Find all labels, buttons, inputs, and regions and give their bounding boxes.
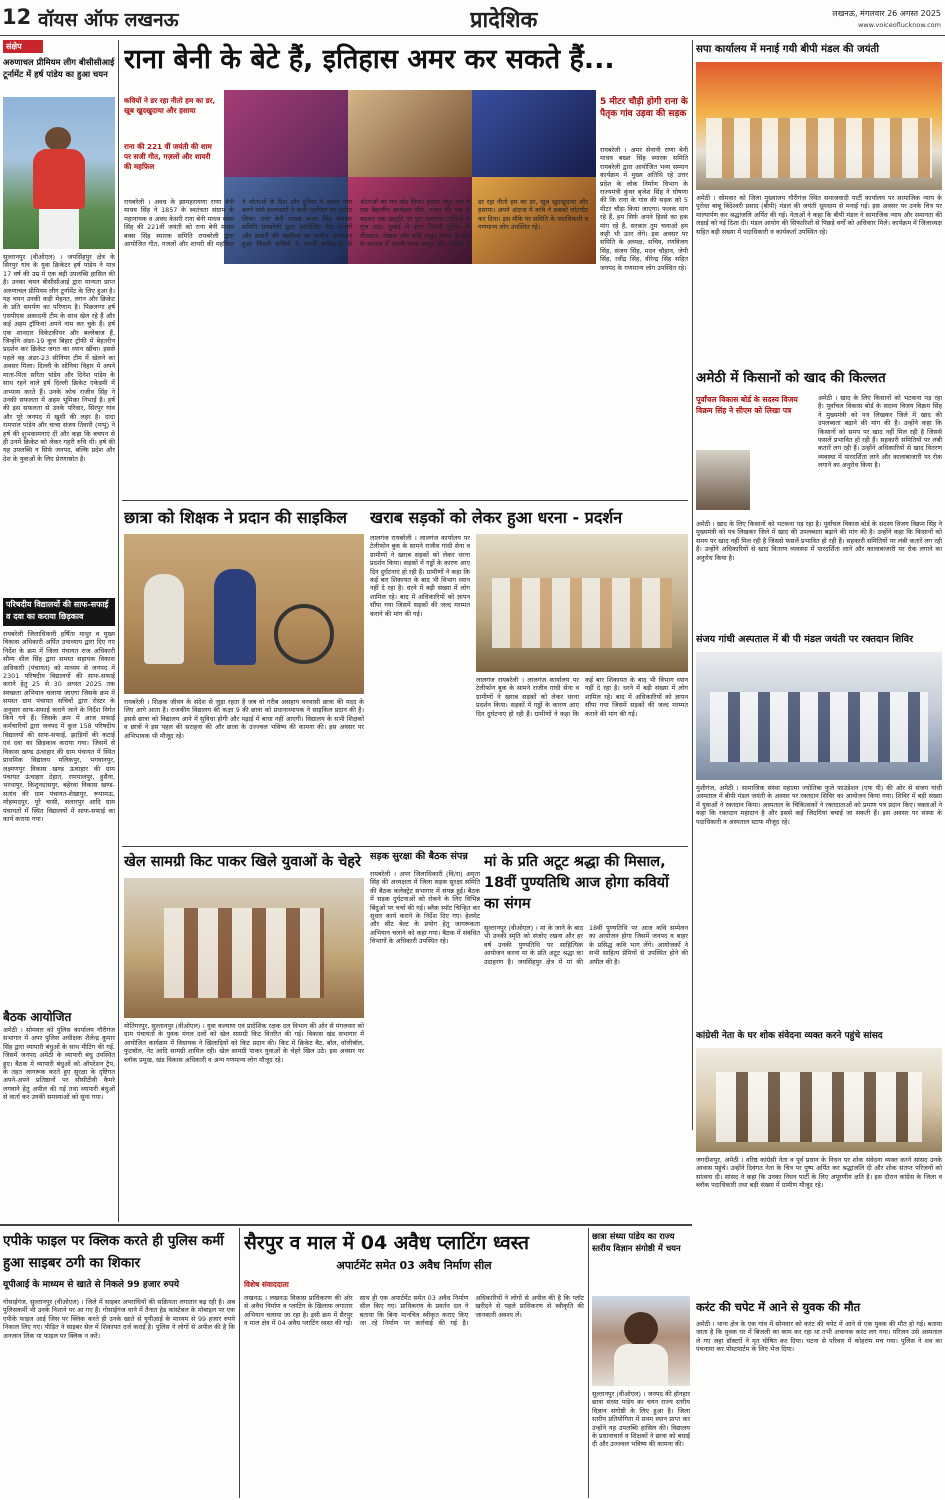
center-top-rule <box>122 500 688 501</box>
dharna-body: लालगंज रायबरेली । लालगंज कार्यालय पर टेलीफोन बुक के सामने राजीव गांधी सेना व ग्रामीणों ने खराब सड़कों को लेकर धरना प्रदर्शन किया। सड़कों में गड्ढों के कारण आए दिन दुर्घटनाएं हो रही हैं। ग्रामीणों ने कहा कि कई बार शिकायत के बाद भी विभाग ध्यान नहीं दे रहा है। धरने में बड़ी संख्या में लोग शामिल रहे। बाद में अधिकारियों को ज्ञापन सौंपा गया जिसमें सड़कों की जल्द मरम्मत कराने की मांग की गई। <box>370 534 470 618</box>
khad-body-cont <box>696 520 942 630</box>
dharna-headline: खराब सड़कों को लेकर हुआ धरना - प्रदर्शन <box>370 508 623 527</box>
rana-bullets <box>124 96 220 194</box>
khel-body: मोतिगरपुर, सुल्तानपुर (वीओएल) । युवा कल्याण एवं प्रादेशिक रक्षक दल विभाग की ओर से मंगलवार को ग्राम पंचायतों के युवक मंगल दलों को खेल सामग्री किट वितरित की गई। विकास खंड सभागार में आयोजित कार्यक्रम में विधायक ने खिलाड़ियों को किट प्रदान की। किट में क्रिकेट बैट, बॉल, वॉलीबॉल, फुटबॉल, नेट आदि सामग्री शामिल रही। खेल सामग्री पाकर युवाओं के चेहरे खिल उठे। इस अवसर पर ब्लॉक प्रमुख, खंड विकास अधिकारी व अन्य गणमान्य लोग मौजूद रहे। <box>124 1022 364 1064</box>
dharna-body-cont <box>476 676 688 842</box>
cyber-subhead: यूपीआई के माध्यम से खाते से निकले 99 हजार रुपये <box>3 1280 180 1290</box>
khel-headline: खेल सामग्री किट पाकर खिले युवाओं के चेहरे <box>124 854 361 870</box>
sanjay-body: मुंशीगंज, अमेठी । सामाजिक संस्था महात्मा ज्योतिबा फुले फाउंडेशन (एफ पी) की ओर से संजय गांधी अस्पताल में बीपी मंडल जयंती के अवसर पर रक्तदान शिविर का आयोजन किया गया। शिविर में बड़ी संख्या में युवाओं ने रक्तदान किया। अस्पताल के चिकित्सकों ने रक्तदाताओं को प्रमाण पत्र प्रदान किए। वक्ताओं ने कहा कि रक्तदान महादान है और इससे कई जिंदगियां बचाई जा सकती हैं। इस अवसर पर संस्था के पदाधिकारी व अस्पताल स्टाफ मौजूद रहे। <box>696 784 942 826</box>
bottom-rule-1 <box>239 1228 240 1498</box>
maa-headline: मां के प्रति अटूट श्रद्धा की मिसाल, 18वीं पुण्यतिथि आज होगा कवियों का संगम <box>484 854 669 912</box>
sanjay-headline: संजय गांधी अस्पताल में बी पी मंडल जयंती पर रक्तदान शिविर <box>696 634 914 645</box>
left-col-rule <box>118 40 119 1222</box>
karant-body: अमेठी । थाना क्षेत्र के एक गांव में सोमवार को करंट की चपेट में आने से एक युवक की मौत हो गई। बताया जाता है कि युवक घर में बिजली का काम कर रहा था तभी अचानक करंट लग गया। परिजन उसे अस्पताल ले गए जहां डॉक्टरों ने मृत घोषित कर दिया। घटना से परिवार में कोहराम मच गया। पुलिस ने शव का पंचनामा कर पोस्टमार्टम के लिए भेज दिया। <box>696 1320 942 1354</box>
rana-side-headline: 5 मीटर चौड़ी होगी राना के पैतृक गांव उड़वा की सड़क <box>600 97 688 119</box>
plotting-subhead: अपार्टमेंट समेत 03 अवैध निर्माण सील <box>336 1259 492 1272</box>
section-title: प्रादेशिक <box>470 8 538 32</box>
khad-subhead: पूर्वांचल विकास बोर्ड के सदस्य विजय विक्रम सिंह ने सीएम को लिखा पत्र <box>696 395 798 415</box>
cycle-photo <box>124 534 364 694</box>
sadak-headline: सड़क सुरक्षा की बैठक संपन्न <box>370 851 468 862</box>
sandhya-body: सुल्तानपुर (वीओएल) । जनपद की होनहार छात्रा संध्या पांडेय का चयन राज्य स्तरीय विज्ञान संगोष्ठी के लिए हुआ है। जिला स्तरीय प्रतियोगिता में प्रथम स्थान प्राप्त कर उन्होंने यह उपलब्धि हासिल की। विद्यालय के प्रधानाचार्य व शिक्षकों ने छात्रा को बधाई दी और उज्ज्वल भविष्य की कामना की। <box>592 1390 690 1449</box>
masthead <box>0 0 945 36</box>
khel-photo <box>124 878 364 1018</box>
cycle-body: रायबरेली । शिक्षक जीवन के संदेश से जुड़ा रहता है जब वो गरीब असहाय वनवासी छात्रा की मदद के लिए आगे आता है। राजकीय विद्यालय की कक्षा 9 की छात्रा को प्रधानाध्यापक ने साइकिल प्रदान की है। इससे छात्रा को विद्यालय आने में सुविधा होगी और पढ़ाई में बाधा नहीं आएगी। विद्यालय के सभी शिक्षकों व छात्रों ने इस पहल की सराहना की और छात्रा के उज्ज्वल भविष्य की कामना की। इस अवसर पर अभिभावक भी मौजूद रहे। <box>124 698 364 740</box>
plotting-headline: सैरपुर व माल में 04 अवैध प्लाटिंग ध्वस्त <box>244 1232 529 1254</box>
khad-headline: अमेठी में किसानों को खाद की किल्लत <box>696 370 886 386</box>
sandhya-headline: छात्रा संध्या पांडेय का राज्य स्तरीय विज्ञान संगोष्ठी में चयन <box>592 1231 681 1253</box>
sandhya-photo <box>592 1296 690 1386</box>
plotting-body: लखनऊ । लखनऊ विकास प्राधिकरण की ओर से अवैध निर्माण व प्लाटिंग के खिलाफ लगातार अभियान चलाया जा रहा है। इसी क्रम में सैरपुर व माल क्षेत्र में 04 अवैध प्लाटिंग ध्वस्त की गई। साथ ही एक अपार्टमेंट समेत 03 अवैध निर्माण सील किए गए। प्राधिकरण के प्रवर्तन दल ने बताया कि बिना मानचित्र स्वीकृत कराए किए जा रहे निर्माण पर कार्रवाई की गई है। अधिकारियों ने लोगों से अपील की है कि प्लॉट खरीदने से पहले प्राधिकरण से स्वीकृति की जानकारी अवश्य लें। <box>244 1294 584 1328</box>
congress-photo <box>696 1048 942 1152</box>
dharna-body-cont-text: लालगंज रायबरेली । लालगंज कार्यालय पर टेलीफोन बुक के सामने राजीव गांधी सेना व ग्रामीणों ने खराब सड़कों को लेकर धरना प्रदर्शन किया। सड़कों में गड्ढों के कारण आए दिन दुर्घटनाएं हो रही हैं। ग्रामीणों ने कहा कि कई बार शिकायत के बाद भी विभाग ध्यान नहीं दे रहा है। धरने में बड़ी संख्या में लोग शामिल रहे। बाद में अधिकारियों को ज्ञापन सौंपा गया जिसमें सड़कों की जल्द मरम्मत कराने की मांग की गई। <box>476 676 688 718</box>
rana-bullet-2: राना की 221 वीं जयंती की शाम पर सजी गीत, गज़लों और शायरी की महफ़िल <box>124 142 212 171</box>
brief2-body: रायबरेली जिलाधिकारी हर्षिता माथुर व मुख्य विकास अधिकारी अर्पित उपाध्याय द्वारा दिए गए निर्देश के क्रम में जिला पंचायत राज अधिकारी सौम्य शील सिंह द्वारा समस्त सहायक विकास अधिकारी (पंचायत) को माध्यम से जनपद में 2301 परिषदीय विद्यालयों की साफ-सफाई कराने हेतु 25 से 30 अगस्त 2025 तक स्वच्छता अभियान चलाया जाएगा जिसके क्रम में समस्त ग्राम पंचायत सचिवों द्वारा रोस्टर के अनुसार साफ-सफाई कराने जाने के निर्देश निर्गत किये गये हैं। जिसके क्रम में आज सफाई कर्मचारियों द्वारा जनपद में कुल 158 परिषदीय विद्यालयों की साफ-सफाई, झाड़ियों की कटाई एवं दवा का छिड़काव कराया गया। जिसमें से विकास खण्ड ऊंचाहार की ग्राम पंचायत में स्थित प्राथमिक विद्यालय मलिकपुर, भगवानपुर, लक्ष्मणपुर विकास खण्ड ऊंचाहार की ग्राम पंचायत ऊंचाहार देहात, रामपालपुर, हुसैना, भरथापुर, किशुनदासपुर, बहेरवा विकास खण्ड- सतांव की ग्राम पंचायत-शेखापुर, रूपामऊ, मोहम्मदपुर, पूरे चासी, सलारपुर आदि ग्राम पंचायतों में स्थित विद्यालयों में साफ-सफाई का कार्य कराया गया। <box>3 630 115 823</box>
khad-body-cont-text: अमेठी । खाद के लिए किसानों को भटकना पड़ रहा है। पूर्वांचल विकास बोर्ड के सदस्य विजय विक्रम सिंह ने मुख्यमंत्री को पत्र लिखकर जिले में खाद की उपलब्धता बढ़ाने की मांग की है। उन्होंने कहा कि किसानों को समय पर खाद नहीं मिल रही है जिससे फसलें प्रभावित हो रही हैं। सहकारी समितियों पर लंबी कतारें लग रही हैं। उन्होंने अधिकारियों से खाद वितरण व्यवस्था में पारदर्शिता लाने और कालाबाजारी पर रोक लगाने का अनुरोध किया है। <box>696 520 942 562</box>
brief3-headline: बैठक आयोजित <box>3 1010 72 1024</box>
karant-headline: करंट की चपेट में आने से युवक की मौत <box>696 1300 861 1314</box>
brief1-headline: अरुणाचल प्रीमियम लीग बीसीसीआई टूर्नामेंट में हर्ष पांडेय का हुआ चयन <box>3 57 115 79</box>
congress-body: जगदीशपुर, अमेठी । वरिष्ठ कांग्रेसी नेता व पूर्व प्रधान के निधन पर शोक संवेदना व्यक्त करने सांसद उनके आवास पहुंचे। उन्होंने दिवंगत नेता के चित्र पर पुष्प अर्पित कर श्रद्धांजलि दी और शोक संतप्त परिजनों को सांत्वना दी। सांसद ने कहा कि उनका निधन पार्टी के लिए अपूरणीय क्षति है। इस दौरान कांग्रेस के जिला व ब्लॉक पदाधिकारी तथा बड़ी संख्या में ग्रामीण मौजूद रहे। <box>696 1156 942 1190</box>
paper-name: वॉयस ऑफ लखनऊ <box>38 9 179 31</box>
brief1-body: सुल्तानपुर (वीओएल) । जयसिंहपुर क्षेत्र के सिरपुर गांव के युवा क्रिकेटर हर्ष पांडेय ने मात्र 17 वर्ष की उम्र में एक बड़ी उपलब्धि हासिल की है। उनका चयन बीसीसीआई द्वारा मान्यता प्राप्त अरुणाचल प्रीमियम लीग टूर्नामेंट के लिए हुआ है। यह चयन उनकी कड़ी मेहनत, लगन और क्रिकेट के प्रति समर्पण का परिणाम है। पिछलग्गा हर्ष एसपीएस अकादमी टीम के साथ खेल रहे हैं और कई अहम ट्रॉफियां अपने नाम कर चुके हैं। हर्ष एक शानदार विकेटकीपर और बल्लेबाज हैं, जिन्होंने अंडर-19 कूच बिहार ट्रॉफी में बेहतरीन प्रदर्शन कर क्रिकेट जगत का ध्यान खींचा। इससे पहले वह अंडर-23 सीनियर टीम में खेलने का अवसर मिला। दिल्ली के सोनिया विहार में अपने माता-पिता सरिता पांडेय और दिनेश पांडेय के साथ रहने वाले हर्ष दिल्ली क्रिकेट एकेडमी में अभ्यास करते हैं। उनके कोच राजीव सिंह ने उनकी सफलता में अहम भूमिका निभाई है। हर्ष की इस सफलता से उनके परिवार, सिरपुर गांव और पूरे जनपद में खुशी की लहर है। दादा रामपाल पांडेय और चाचा संजय तिवारी (पप्पू) ने हर्ष की शुभकामनाएं दीं और कहा कि बचपन से ही उनमें क्रिकेट को लेकर गहरी रुचि थी। हर्ष की यह उपलब्धि न सिर्फ जनपद, बल्कि प्रदेश और देश के युवाओं के लिए प्रेरणास्रोत है। <box>3 253 115 463</box>
brief3-body: अमेठी । सोमवार को पुलिस कार्यालय गौरीगंज सभागार में अपर पुलिस अधीक्षक शैलेन्द्र कुमार सिंह द्वारा व्यापारी बंधुओं के साथ मीटिंग की गई, जिसमें जनपद अमेठी के व्यापारी बंधु उपस्थित हुए। बैठक में व्यापारी बंधुओं को ऑपरेशन ट्रैप, के तहत जागरूक करते हुए सुरक्षा के दृष्टिगत अपने-अपने प्रतिष्ठानों पर सीसीटीवी कैमरे लगवाने हेतु अपील की गई तथा व्यापारी बंधुओं से वार्ता कर उनकी समस्याओं को सुना गया। <box>3 1026 115 1102</box>
sanjay-photo <box>696 652 942 780</box>
page-number: 12 <box>2 5 32 29</box>
bottom-rule-2 <box>588 1228 589 1498</box>
rana-bullet-1: कवियों ने डर रहा नीतो हम का डर, खूब खुदखुदाया और हसाया <box>124 96 216 115</box>
website: www.voiceoflucknow.com <box>858 21 941 29</box>
khad-body: अमेठी । खाद के लिए किसानों को भटकना पड़ रहा है। पूर्वांचल विकास बोर्ड के सदस्य विजय विक्रम सिंह ने मुख्यमंत्री को पत्र लिखकर जिले में खाद की उपलब्धता बढ़ाने की मांग की है। उन्होंने कहा कि किसानों को समय पर खाद नहीं मिल रही है जिससे फसलें प्रभावित हो रही हैं। सहकारी समितियों पर लंबी कतारें लग रही हैं। उन्होंने अधिकारियों से खाद वितरण व्यवस्था में पारदर्शिता लाने और कालाबाजारी पर रोक लगाने का अनुरोध किया है। <box>818 394 942 470</box>
cycle-headline: छात्रा को शिक्षक ने प्रदान की साइकिल <box>124 508 348 527</box>
cricketer-photo <box>3 97 115 249</box>
cyber-headline: एपीके फाइल पर क्लिक करते ही पुलिस कर्मी हुआ साइबर ठगी का शिकार <box>3 1233 224 1271</box>
congress-headline: कांग्रेसी नेता के घर शोक संवेदना व्यक्त करने पहुंचे सांसद <box>696 1031 883 1041</box>
bjp-body: अमेठी । सोमवार को जिला मुख्यालय गौरीगंज स्थित समाजवादी पार्टी कार्यालय पर सामाजिक न्याय के पुरोधा बाबू बिंदेश्वरी प्रसाद (बीपी) मंडल की जयंती धूमधाम से मनाई गई। इस अवसर पर उनके चित्र पर माल्यार्पण कर श्रद्धांजलि अर्पित की गई। नेताओं ने कहा कि बीपी मंडल ने सामाजिक न्याय और समानता की लड़ाई को नई दिशा दी। मंडल आयोग की सिफारिशों से पिछड़े वर्गों को अधिकार मिले। कार्यक्रम में जिलाध्यक्ष सहित बड़ी संख्या में पदाधिकारी व कार्यकर्ता उपस्थित रहे। <box>696 194 942 236</box>
maa-body: सुल्तानपुर (वीओएल) । मां के जाने के बाद भी उनकी स्मृति को संजोए रखना और हर वर्ष उनकी पुण्यतिथि पर साहित्यिक आयोजन करना मां के प्रति अटूट श्रद्धा का उदाहरण है। जयसिंहपुर क्षेत्र में मां की 18वीं पुण्यतिथि पर आज कवि सम्मेलन का आयोजन होगा जिसमें जनपद व बाहर के प्रसिद्ध कवि भाग लेंगे। आयोजकों ने सभी साहित्य प्रेमियों से उपस्थित होने की अपील की है। <box>484 924 688 966</box>
dharna-photo <box>476 534 688 672</box>
sadak-body: रायबरेली । अपर जिलाधिकारी (वि/रा) अमृता सिंह की अध्यक्षता में जिला सड़क सुरक्षा समिति की बैठक कलेक्ट्रेट सभागार में संपन्न हुई। बैठक में सड़क दुर्घटनाओं को रोकने के लिए विभिन्न बिंदुओं पर चर्चा की गई। ब्लैक स्पॉट चिन्हित कर सुधार कार्य कराने के निर्देश दिए गए। हेलमेट और सीट बेल्ट के प्रयोग हेतु जागरूकता अभियान चलाने को कहा गया। बैठक में संबंधित विभागों के अधिकारी उपस्थित रहे। <box>370 870 480 946</box>
brief-tag: संक्षेप <box>3 40 43 53</box>
center-bottom-rule <box>0 1224 692 1226</box>
right-col-rule <box>692 40 693 1130</box>
center-mid-rule <box>122 846 688 847</box>
bjp-photo <box>696 62 942 190</box>
cyber-body: गोसाईगंज, सुल्तानपुर (वीओएल) । जिले में साइबर अपराधियों की सक्रियता लगातार बढ़ रही है। अब पुलिसकर्मी भी उनके निशाने पर आ गए हैं। गोसाईगंज थाने में तैनात हेड कांस्टेबल के मोबाइल पर एक एपीके फाइल आई जिस पर क्लिक करते ही उनके खाते से यूपीआई के माध्यम से 99 हजार रुपये निकाल लिए गए। पीड़ित ने साइबर सेल में शिकायत दर्ज कराई है। पुलिस ने लोगों से अपील की है कि अनजान लिंक या फाइल पर क्लिक न करें। <box>3 1298 235 1340</box>
rana-side-body: रायबरेली । अमर सेनानी राणा बेनी माधव बख्श सिंह स्मारक समिति रायबरेली द्वारा आयोजित भव्य सम्मान कार्यक्रम में मुख्य अतिथि रहे उत्तर प्रदेश के लोक निर्माण विभाग के राज्यमंत्री कुंवर बृजेश सिंह ने घोषणा की कि राना के गांव की सड़क को 5 मीटर चौड़ा किया जाएगा। फलक मांग रहे हैं, हम सिर्फ अपने हिस्से का हक मांग रहे हैं, सरकार तुम चलाओ हम कही भी उतर लेंगे। इस अवसर पर समिति के अध्यक्ष, सचिव, रणविजय सिंह, संजय सिंह, मदन चौहान, जेपी सिंह, रवींद्र सिंह, वीरेन्द्र सिंह सहित जनपद के गणमान्य लोग उपस्थित रहे। <box>600 146 688 272</box>
masthead-rule <box>0 35 945 36</box>
bjp-headline: सपा कार्यालय में मनाई गयी बीपी मंडल की जयंती <box>696 44 879 55</box>
plotting-tag: विशेष संवाददाता <box>244 1280 289 1289</box>
brief2-headline: परिषदीय विद्यालयों की साफ-सफाई व दवा का कराया छिड़काव <box>3 598 115 626</box>
rana-body: रायबरेली । अवध के झामहरायणा राणा बेनी माधव सिंह ने 1857 के स्वतंत्रता संग्राम के महानायक व अवध केसरी राना बेनी माधव बक्स सिंह की 221वीं जयंती को राना बेनी माधव बक्स सिंह स्मारक समिति रायबरेली द्वारा आयोजित गीत, गजलों और शायरी की महफिल ने श्रोताओं के दिल और दुनिया में अपना नाम करने वाले कलाकारों ने सजी महफिल का आनंद लिया। राना बेनी माधव बक्स सिंह स्मारक समिति रायबरेली द्वारा आयोजित गीत गजलों और शायरी की महफिल का सजीव आयोजन हुआ जिसमें कवियों ने अपनी कविताओं से श्रोताओं का मन मोह लिया। हरदम मधुर स्वर में एक बेहतरीन कार्यक्रम गीत, गजल की एक से बढ़कर एक प्रस्तुति पर पूरा सभागार तालियों से गूंज उठा। मुम्बई से आए फिल्मी दुनिया के गीतकार, लेखक और कवि प्रखुद नीरज ने राना के सम्मान में अपनी रचना प्रस्तुत की। कवियों ने डर रहा नीतो हम का डर, खूब खुदखुदाया और हसाया। अपने अंदाज में कवि ने सबको लोटपोट कर दिया। इस मौके पर समिति के पदाधिकारी व गणमान्य लोग उपस्थित रहे। <box>124 198 588 249</box>
dateline: लखनऊ, मंगलवार 26 अगस्त 2025 <box>832 9 941 18</box>
khad-portrait <box>696 450 750 510</box>
rana-headline: राना बेनी के बेटे हैं, इतिहास अमर कर सकते हैं... <box>124 44 615 75</box>
